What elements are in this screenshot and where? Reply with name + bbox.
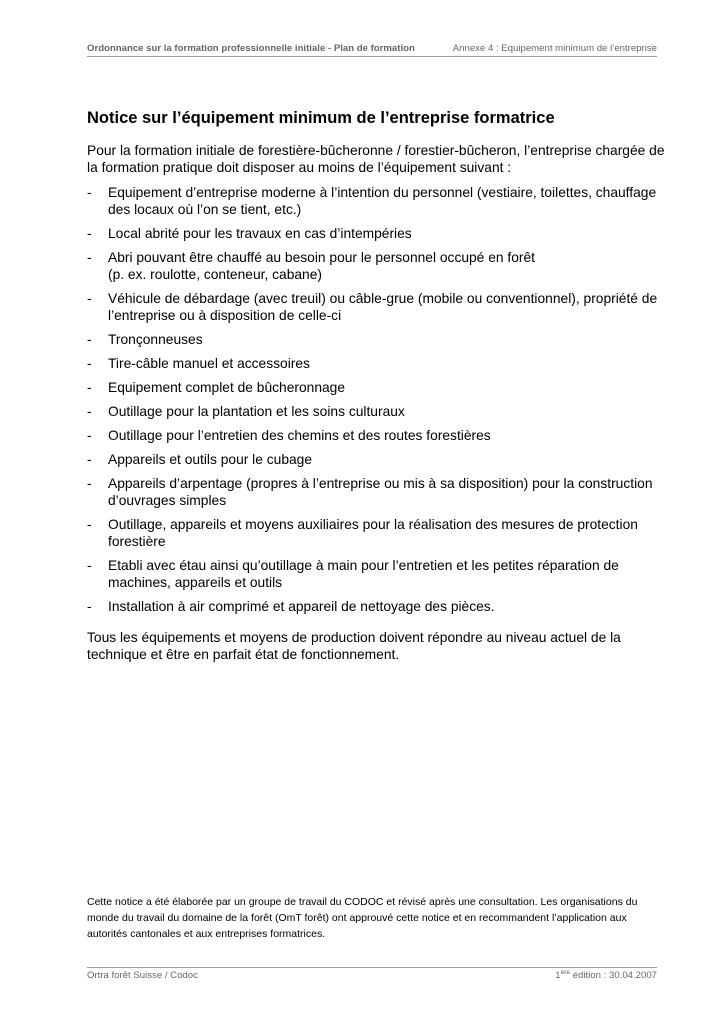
intro-paragraph: Pour la formation initiale de forestière-bûcheronne / forestier-bûcheron, l’entreprise chargée de la formation pratique doit disposer au moins de l’équipement suivant : bbox=[87, 143, 665, 175]
list-item bbox=[87, 557, 667, 591]
list-item-text: Outillage, appareils et moyens auxiliaires pour la réalisation des mesures de protection forestière bbox=[108, 517, 638, 549]
list-item-text: Local abrité pour les travaux en cas d’intempéries bbox=[108, 226, 412, 241]
list-item-text: Outillage pour l’entretien des chemins et des routes forestières bbox=[108, 428, 491, 443]
list-item-text: Etabli avec étau ainsi qu’outillage à main pour l’entretien et les petites réparation de machines, appareils et outils bbox=[108, 558, 619, 590]
bullet-dash: - bbox=[87, 226, 92, 241]
bullet-dash: - bbox=[87, 185, 92, 200]
list-item-text: Abri pouvant être chauffé au besoin pour le personnel occupé en forêt (p. ex. roulotte, conteneur, cabane) bbox=[108, 250, 535, 282]
list-item bbox=[87, 184, 667, 218]
list-item-text: Tronçonneuses bbox=[108, 332, 203, 347]
list-item bbox=[87, 379, 667, 396]
list-item bbox=[87, 225, 667, 242]
edition-number: 1 bbox=[555, 970, 561, 981]
edition-date: édition : 30.04.2007 bbox=[570, 970, 657, 981]
list-item-text: Outillage pour la plantation et les soins culturaux bbox=[108, 404, 405, 419]
bullet-dash: - bbox=[87, 404, 92, 419]
bullet-dash: - bbox=[87, 558, 92, 573]
page-header bbox=[87, 43, 657, 55]
bullet-dash: - bbox=[87, 291, 92, 306]
list-item-text: Installation à air comprimé et appareil de nettoyage des pièces. bbox=[108, 599, 495, 614]
list-item bbox=[87, 427, 667, 444]
list-item bbox=[87, 331, 667, 348]
bullet-dash: - bbox=[87, 517, 92, 532]
page-footer bbox=[87, 970, 657, 982]
bullet-dash: - bbox=[87, 250, 92, 265]
bullet-dash: - bbox=[87, 428, 92, 443]
footer-organization: Ortra forêt Suisse / Codoc bbox=[87, 970, 198, 981]
list-item-text: Tire-câble manuel et accessoires bbox=[108, 356, 310, 371]
list-item-text: Véhicule de débardage (avec treuil) ou câble-grue (mobile ou conventionnel), propriété de l’entreprise ou à disposition de celle-ci bbox=[108, 291, 658, 323]
list-item-text: Equipement complet de bûcheronnage bbox=[108, 380, 346, 395]
list-item bbox=[87, 516, 667, 550]
bullet-dash: - bbox=[87, 380, 92, 395]
header-annex-title: Annexe 4 : Equipement minimum de l’entreprise bbox=[452, 43, 657, 54]
header-rule bbox=[87, 56, 657, 57]
header-document-title: Ordonnance sur la formation professionnelle initiale - Plan de formation bbox=[87, 43, 415, 54]
list-item bbox=[87, 249, 667, 283]
edition-superscript: ère bbox=[560, 969, 571, 976]
list-item bbox=[87, 403, 667, 420]
list-item bbox=[87, 451, 667, 468]
bullet-dash: - bbox=[87, 356, 92, 371]
equipment-list bbox=[87, 184, 667, 615]
list-item bbox=[87, 598, 667, 615]
list-item bbox=[87, 475, 667, 509]
list-item-text: Equipement d’entreprise moderne à l’intention du personnel (vestiaire, toilettes, chauffage des locaux où l’on se tient, etc.) bbox=[108, 185, 657, 217]
bullet-dash: - bbox=[87, 476, 92, 491]
bullet-dash: - bbox=[87, 332, 92, 347]
footer-edition bbox=[555, 970, 657, 982]
list-item-text: Appareils et outils pour le cubage bbox=[108, 452, 313, 467]
main-content bbox=[87, 142, 667, 663]
closing-paragraph: Tous les équipements et moyens de production doivent répondre au niveau actuel de la technique et être en parfait état de fonctionnement. bbox=[87, 630, 621, 662]
list-item-text: Appareils d’arpentage (propres à l’entreprise ou mis à sa disposition) pour la construction d’ouvrages simples bbox=[108, 476, 653, 508]
list-item bbox=[87, 290, 667, 324]
bullet-dash: - bbox=[87, 452, 92, 467]
bullet-dash: - bbox=[87, 599, 92, 614]
page-title: Notice sur l’équipement minimum de l’entreprise formatrice bbox=[87, 109, 555, 127]
footnote bbox=[87, 894, 662, 942]
list-item bbox=[87, 355, 667, 372]
footer-rule bbox=[87, 967, 657, 968]
footnote-text: Cette notice a été élaborée par un groupe de travail du CODOC et révisé après une consultation. Les organisations du monde du travail du domaine de la forêt (OmT forêt) ont approuvé cette notice et en recommandent l’application aux autorités cantonales et aux entreprises formatrices. bbox=[87, 896, 638, 940]
